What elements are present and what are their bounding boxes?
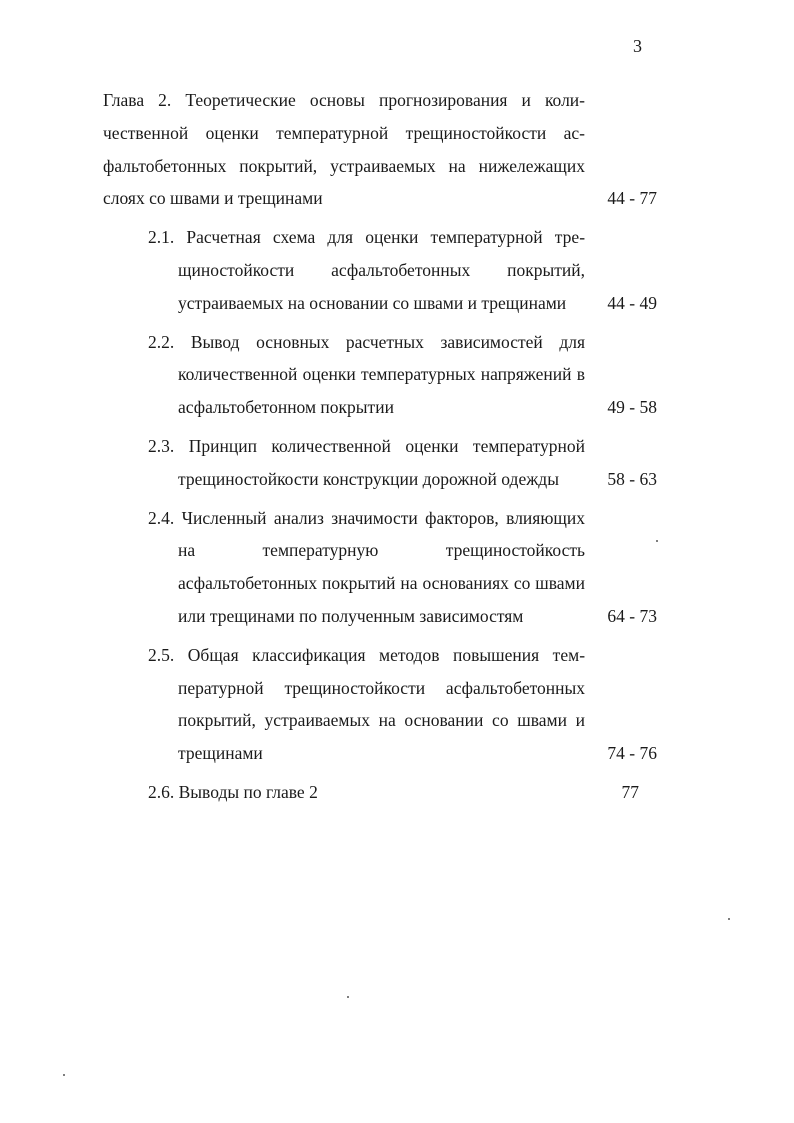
toc-entry-pages: 77 (621, 781, 639, 802)
toc-entry-title (148, 776, 585, 809)
toc-entry-section-2-2 (148, 326, 663, 424)
toc-entry-title (148, 326, 585, 424)
toc-entry-title (148, 502, 585, 633)
toc-entry-pages: 44 - 49 (607, 292, 657, 313)
scan-speck (63, 1074, 65, 1076)
toc-entry-text: Вывод основных расчетных зависимостей для количественной оценки температурных напряжений в асфальтобетонном покрытии (178, 331, 586, 418)
toc-entry-section-2-3 (148, 430, 663, 496)
toc-entry-text: Выводы по главе 2 (178, 781, 318, 802)
toc-entry-section-2-6 (148, 776, 663, 809)
toc-entry-pages: 44 - 77 (607, 188, 657, 209)
toc-entry-title (148, 221, 585, 319)
toc-entry-number: 2.5. (148, 644, 175, 665)
toc-entry-text: Общая классификация методов повышения температурной трещиностойкости асфальтобетонных покрытий, устраиваемых на основании со швами и трещинами (178, 644, 586, 764)
toc-entry-pages: 64 - 73 (607, 605, 657, 626)
toc-entry-pages: 49 - 58 (607, 397, 657, 418)
toc-entry-section-2-4 (148, 502, 663, 633)
scan-speck (347, 996, 349, 998)
toc-entry-text: Принцип количественной оценки температурной трещиностойкости конструкции дорожной одежды (178, 435, 586, 489)
toc-entry-title: Глава 2. Теоретические основы прогнозирования и количественной оценки температурной трещиностойкости асфальтобетонных покрытий, устраиваемых на нижележащих слоях со швами и трещинами (103, 90, 585, 209)
toc-entry-pages: 74 - 76 (607, 743, 657, 764)
toc-entry-text: Расчетная схема для оценки температурной трещиностойкости асфальтобетонных покрытий, устраиваемых на основании со швами и трещинами (178, 227, 586, 313)
toc-entry-number: 2.2. (148, 331, 175, 352)
toc-entry-chapter-2 (103, 84, 663, 215)
toc-entry-number: 2.3. (148, 435, 175, 456)
page-number: 3 (633, 36, 642, 56)
scan-speck (656, 540, 658, 542)
scan-speck (728, 918, 730, 920)
toc-entry-number: 2.4. (148, 507, 175, 528)
toc-entry-title (148, 639, 585, 770)
toc-entry-pages: 58 - 63 (607, 468, 657, 489)
toc-entry-section-2-1 (148, 221, 663, 319)
toc-entry-number: 2.6. (148, 781, 175, 802)
toc-entry-title (148, 430, 585, 496)
toc-entry-number: 2.1. (148, 227, 175, 248)
toc-entry-text: Численный анализ значимости факторов, влияющих на температурную трещиностойкость асфальтобетонных покрытий на основаниях со швами или трещинами по полученным зависимостям (178, 507, 585, 626)
toc-entry-section-2-5 (148, 639, 663, 770)
table-of-contents (103, 84, 663, 815)
